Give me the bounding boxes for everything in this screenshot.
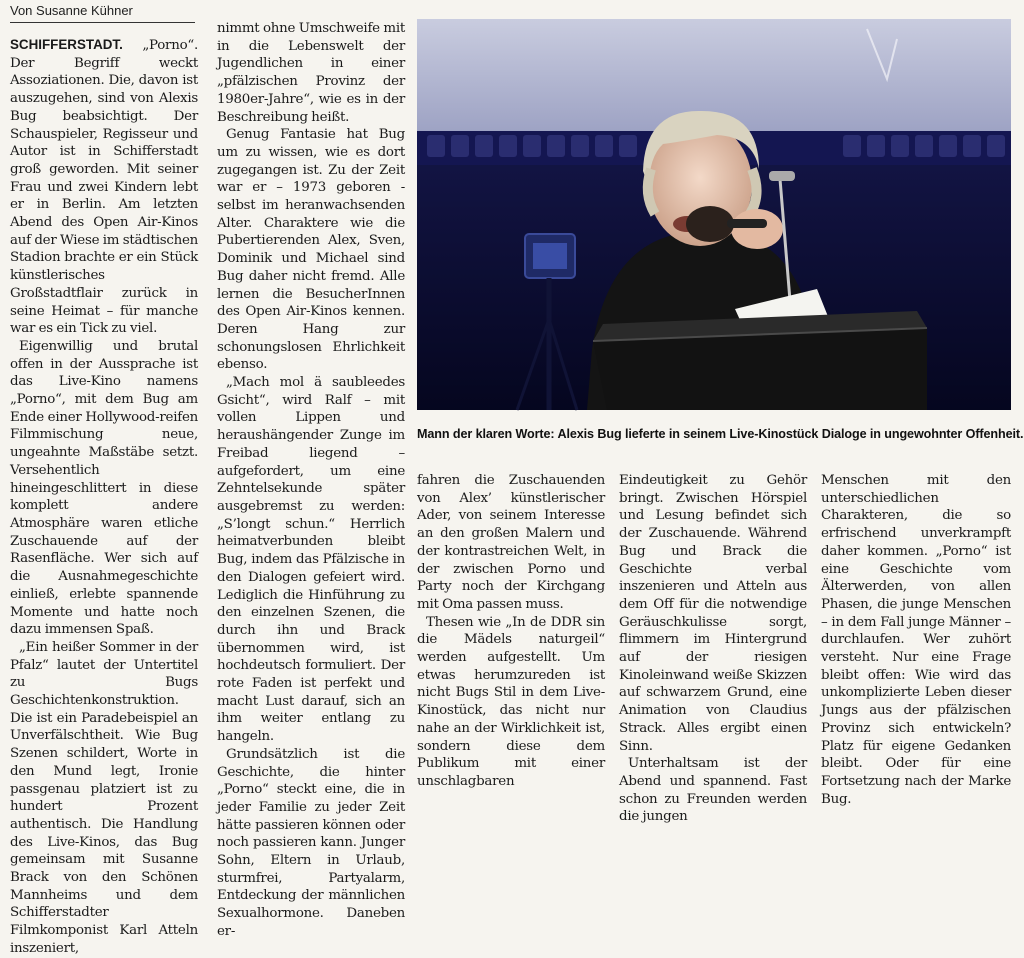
photo-illustration xyxy=(417,19,1011,410)
article-photo xyxy=(417,19,1011,410)
paragraph: fahren die Zuschauenden von Alex’ künstlerischer Ader, von seinem Interesse an den großen Malern und der kontrastreichen Welt, in der zwischen Porno und Party noch der Kirchgang mit Oma passen muss. xyxy=(417,473,605,612)
dateline: SCHIFFERSTADT. xyxy=(10,37,123,52)
paragraph: Eindeutigkeit zu Gehör bringt. Zwischen Hörspiel und Lesung befindet sich der Zuschauende. Während Bug und Brack die Geschichte verbal inszenieren und Atteln aus dem Off für die notwendige Geräuschkulisse sorgt, flimmern im Hintergrund auf der riesigen Kinoleinwand weiße Skizzen auf schwarzem Grund, eine Animation von Claudius Strack. Alles ergibt einen Sinn. xyxy=(619,473,807,754)
article-column-4 xyxy=(619,472,807,825)
paragraph: Eigenwillig und brutal offen in der Aussprache ist das Live-Kino namens „Porno“, mit dem Bug am Ende einer Hollywood-reifen Filmmischung neue, ungeahnte Maßstäbe setzt. Versehentlich hineingeschlittert in diese komplett andere Atmosphäre waren etliche Zuschauende auf der Rasenfläche. Wer sich auf die Ausnahmegeschichte einließ, erlebte spannende Momente und hatte noch dazu immensen Spaß. xyxy=(10,338,198,638)
paragraph: Thesen wie „In de DDR sin die Mädels naturgeil“ werden aufgestellt. Um etwas herumzureden ist nicht Bugs Stil in dem Live-Kinostück, das nicht nur nahe an der Wirklichkeit ist, sondern diese dem Publikum mit einer unschlagbaren xyxy=(417,614,605,789)
paragraph: Grundsätzlich ist die Geschichte, die hinter „Porno“ steckt eine, die in jeder Familie zu jeder Zeit hätte passieren können oder noch passieren kann. Junger Sohn, Eltern in Urlaub, sturmfrei, Partyalarm, Entdeckung der männlichen Sexualhormone. Daneben er- xyxy=(217,746,405,939)
paragraph: Unterhaltsam ist der Abend und spannend. Fast schon zu Freunden werden die jungen xyxy=(619,756,807,825)
paragraph: nimmt ohne Umschweife mit in die Lebenswelt der Jugendlichen in einer „pfälzischen Provinz der 1980er-Jahre“, wie es in der Beschreibung heißt. xyxy=(217,21,405,125)
article-column-5 xyxy=(821,472,1011,807)
paragraph: „Mach mol ä saubleedes Gsicht“, wird Ralf – mit vollen Lippen und heraushängender Zunge im Freibad liegend – aufgefordert, um eine Zehntelsekunde später ausgebremst zu werden: „S’longt schun.“ Herrlich heimatverbunden bleibt Bug, indem das Pfälzische in den Dialogen gefeiert wird. Lediglich die Hinführung zu den einzelnen Szenen, die durch ihn und Brack übernommen wird, ist hochdeutsch formuliert. Der rote Faden ist perfekt und macht Lust darauf, sich an ihm weiter entlang zu hangeln. xyxy=(217,375,405,745)
lectern xyxy=(593,311,927,410)
photo-caption: Mann der klaren Worte: Alexis Bug lieferte in seinem Live-Kinostück Dialoge in ungewohnter Offenheit. xyxy=(417,427,1024,441)
paragraph: Genug Fantasie hat Bug um zu wissen, wie es dort zugegangen ist. Zu der Zeit war er – 1973 geboren - selbst im heranwachsenden Alter. Charaktere wie die Pubertierenden Alex, Sven, Dominik und Michael sind Bug daher nicht fremd. Alle lernen die BesucherInnen des Open Air-Kinos kennen. Deren Hang zur schonungslosen Ehrlichkeit ebenso. xyxy=(217,127,405,373)
article-column-3 xyxy=(417,472,605,789)
byline-rule xyxy=(10,22,195,23)
byline: Von Susanne Kühner xyxy=(10,3,133,18)
article-column-1 xyxy=(10,36,199,956)
paragraph: „Ein heißer Sommer in der Pfalz“ lautet der Untertitel zu Bugs Geschichtenkonstruktion. Die ist ein Paradebeispiel an Unverfälschtheit. Wie Bug Szenen schildert, Worte in den Mund legt, Ironie passgenau platziert ist zu hundert Prozent authentisch. Die Handlung des Live-Kinos, das Bug gemeinsam mit Susanne Brack von den Schönen Mannheims und dem Schifferstadter Filmkomponist Karl Atteln inszeniert, xyxy=(10,639,198,956)
article-column-2 xyxy=(217,20,405,939)
paragraph: Menschen mit den unterschiedlichen Charakteren, die so erfrischend unverkrampft daher kommen. „Porno“ ist eine Geschichte vom Älterwerden, von allen Phasen, die junge Menschen – in dem Fall junge Männer – durchlaufen. Wer zuhört versteht. Nur eine Frage bleibt offen: Wie wird das unkomplizierte Leben dieser Jungs aus der pfälzischen Provinz sich entwickeln? Platz für eigene Gedanken bleibt. Oder für eine Fortsetzung nach der Marke Bug. xyxy=(821,473,1011,807)
paragraph xyxy=(10,36,198,338)
paragraph-text: „Porno“. Der Begriff weckt Assoziationen. Die, davon ist auszugehen, sind von Alexis Bug beabsichtigt. Der Schauspieler, Regisseur und Autor ist in Schifferstadt groß geworden. Mit seiner Frau und zwei Kindern lebt er in Berlin. Am letzten Abend des Open Air-Kinos auf der Wiese im städtischen Stadion brachte er ein Stück künstlerisches Großstadtflair zurück in seine Heimat – für manche war es ein Tick zu viel. xyxy=(10,38,199,337)
